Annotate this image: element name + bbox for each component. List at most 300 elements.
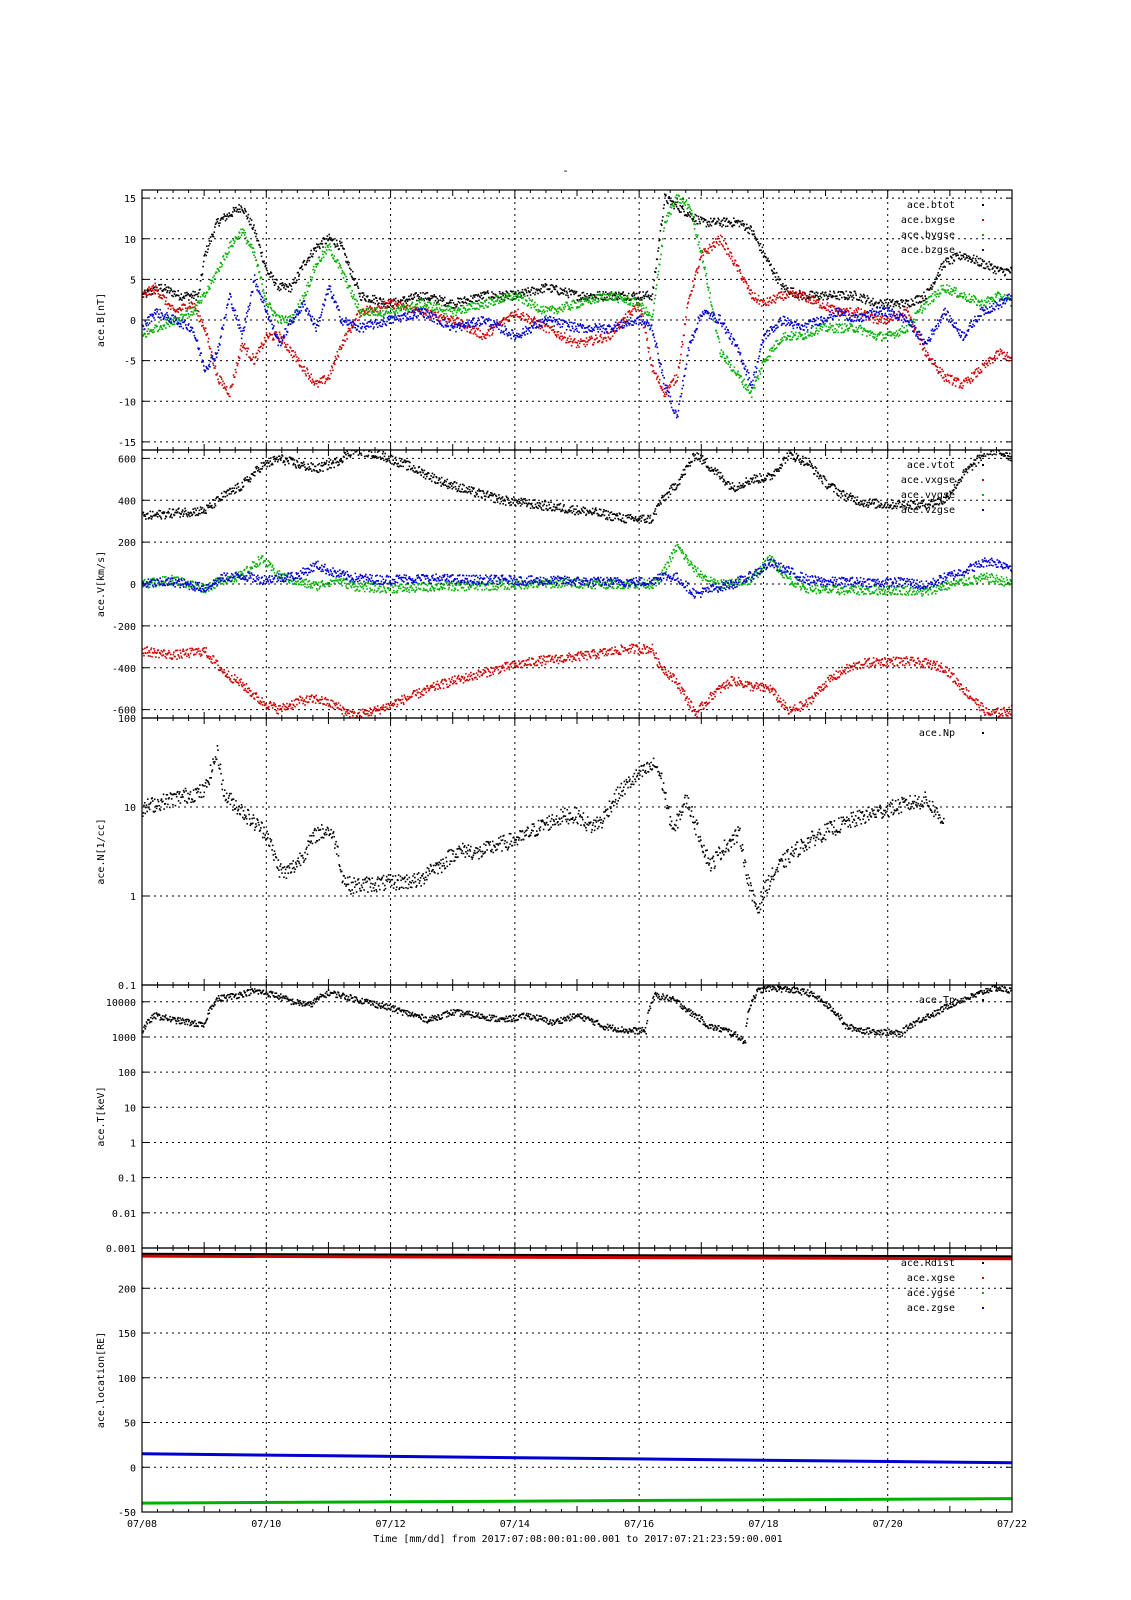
data-point <box>214 358 216 360</box>
data-point <box>472 297 474 299</box>
data-point <box>357 286 359 288</box>
data-point <box>570 341 572 343</box>
data-point <box>767 297 769 299</box>
data-point <box>409 299 411 301</box>
data-point <box>269 276 271 278</box>
data-point <box>680 202 682 204</box>
data-point <box>512 330 514 332</box>
data-point <box>164 319 166 321</box>
data-point <box>278 338 280 340</box>
data-point <box>835 331 837 333</box>
data-point <box>616 294 618 296</box>
data-point <box>525 326 527 328</box>
data-point <box>792 336 794 338</box>
data-point <box>818 296 820 298</box>
data-point <box>906 329 908 331</box>
data-point <box>891 335 893 337</box>
data-point <box>314 323 316 325</box>
data-point <box>448 325 450 327</box>
data-point <box>376 324 378 326</box>
data-point <box>936 277 938 279</box>
data-point <box>681 341 683 343</box>
data-point <box>982 259 984 261</box>
data-point <box>204 296 206 298</box>
data-point <box>964 294 966 296</box>
data-point <box>828 295 830 297</box>
data-point <box>745 281 747 283</box>
data-point <box>452 300 454 302</box>
data-point <box>165 314 167 316</box>
data-point <box>232 245 234 247</box>
data-point <box>311 279 313 281</box>
data-point <box>319 246 321 248</box>
data-point <box>278 345 280 347</box>
data-point <box>525 319 527 321</box>
data-point <box>518 299 520 301</box>
data-point <box>974 371 976 373</box>
data-point <box>372 295 374 297</box>
data-point <box>719 353 721 355</box>
data-point <box>915 319 917 321</box>
data-point <box>955 287 957 289</box>
data-point <box>990 363 992 365</box>
data-point <box>980 304 982 306</box>
data-point <box>921 312 923 314</box>
data-point <box>878 321 880 323</box>
data-point <box>446 321 448 323</box>
data-point <box>981 263 983 265</box>
data-point <box>908 311 910 313</box>
data-point <box>210 348 212 350</box>
data-point <box>234 241 236 243</box>
data-point <box>657 274 659 276</box>
data-point <box>650 295 652 297</box>
data-point <box>218 381 220 383</box>
data-point <box>592 301 594 303</box>
data-point <box>498 329 500 331</box>
data-point <box>440 299 442 301</box>
data-point <box>617 299 619 301</box>
data-point <box>371 301 373 303</box>
data-point <box>373 299 375 301</box>
data-point <box>504 326 506 328</box>
data-point <box>241 333 243 335</box>
data-point <box>194 306 196 308</box>
data-point <box>759 303 761 305</box>
data-point <box>332 298 334 300</box>
data-point <box>191 293 193 295</box>
data-point <box>262 297 264 299</box>
data-point <box>439 307 441 309</box>
data-point <box>409 305 411 307</box>
data-point <box>815 301 817 303</box>
data-point <box>340 264 342 266</box>
data-point <box>931 295 933 297</box>
data-point <box>414 311 416 313</box>
data-point <box>273 315 275 317</box>
data-point <box>782 294 784 296</box>
data-point <box>798 299 800 301</box>
data-point <box>340 267 342 269</box>
data-point <box>235 369 237 371</box>
data-point <box>358 303 360 305</box>
data-point <box>795 335 797 337</box>
data-point <box>755 379 757 381</box>
data-point <box>359 296 361 298</box>
data-point <box>478 300 480 302</box>
data-point <box>312 253 314 255</box>
data-point <box>476 308 478 310</box>
data-point <box>481 323 483 325</box>
data-point <box>943 261 945 263</box>
data-point <box>795 332 797 334</box>
data-point <box>819 307 821 309</box>
data-point <box>777 340 779 342</box>
data-point <box>534 323 536 325</box>
data-point <box>649 348 651 350</box>
data-point <box>599 335 601 337</box>
data-point <box>503 331 505 333</box>
data-point <box>723 240 725 242</box>
data-point <box>310 276 312 278</box>
data-point <box>349 320 351 322</box>
data-point <box>287 286 289 288</box>
data-point <box>640 304 642 306</box>
data-point <box>654 298 656 300</box>
data-point <box>689 295 691 297</box>
panel-data <box>142 193 1013 418</box>
data-point <box>932 358 934 360</box>
data-point <box>256 289 258 291</box>
data-point <box>245 321 247 323</box>
data-point <box>674 202 676 204</box>
data-point <box>274 284 276 286</box>
data-point <box>814 303 816 305</box>
data-point <box>564 291 566 293</box>
data-point <box>855 327 857 329</box>
data-point <box>642 303 644 305</box>
data-point <box>456 312 458 314</box>
data-point <box>377 327 379 329</box>
data-point <box>192 295 194 297</box>
data-point <box>338 356 340 358</box>
data-point <box>291 317 293 319</box>
data-point <box>995 273 997 275</box>
data-point <box>374 322 376 324</box>
data-point <box>320 260 322 262</box>
data-point <box>239 358 241 360</box>
data-point <box>433 318 435 320</box>
data-point <box>341 273 343 275</box>
data-point <box>989 269 991 271</box>
data-point <box>777 295 779 297</box>
data-point <box>488 318 490 320</box>
data-point <box>319 320 321 322</box>
data-point <box>256 259 258 261</box>
data-point <box>783 285 785 287</box>
data-point <box>677 201 679 203</box>
data-point <box>217 346 219 348</box>
data-point <box>435 312 437 314</box>
data-point <box>647 291 649 293</box>
data-point <box>260 246 262 248</box>
data-point <box>478 309 480 311</box>
data-point <box>440 323 442 325</box>
data-point <box>931 284 933 286</box>
data-point <box>305 375 307 377</box>
data-point <box>1001 350 1003 352</box>
data-point <box>190 295 192 297</box>
data-point <box>780 279 782 281</box>
data-point <box>894 337 896 339</box>
data-point <box>833 291 835 293</box>
data-point <box>875 303 877 305</box>
data-point <box>266 303 268 305</box>
data-point <box>184 292 186 294</box>
data-point <box>229 396 231 398</box>
data-point <box>897 301 899 303</box>
data-point <box>619 293 621 295</box>
data-point <box>924 300 926 302</box>
data-point <box>368 301 370 303</box>
data-point <box>513 296 515 298</box>
data-point <box>954 287 956 289</box>
data-point <box>489 319 491 321</box>
data-point <box>880 332 882 334</box>
data-point <box>765 361 767 363</box>
data-point <box>733 217 735 219</box>
data-point <box>302 269 304 271</box>
data-point <box>985 367 987 369</box>
data-point <box>411 312 413 314</box>
data-point <box>318 244 320 246</box>
data-point <box>498 296 500 298</box>
data-point <box>737 222 739 224</box>
data-point <box>901 301 903 303</box>
data-point <box>634 295 636 297</box>
data-point <box>698 266 700 268</box>
data-point <box>437 301 439 303</box>
data-point <box>630 300 632 302</box>
data-point <box>617 296 619 298</box>
data-point <box>207 333 209 335</box>
data-point <box>435 309 437 311</box>
data-point <box>947 375 949 377</box>
data-point <box>877 335 879 337</box>
data-point <box>773 350 775 352</box>
data-point <box>516 298 518 300</box>
data-point <box>949 285 951 287</box>
data-point <box>997 266 999 268</box>
data-point <box>207 341 209 343</box>
data-point <box>512 315 514 317</box>
data-point <box>488 330 490 332</box>
data-point <box>202 295 204 297</box>
data-point <box>453 302 455 304</box>
data-point <box>732 260 734 262</box>
data-point <box>807 331 809 333</box>
data-point <box>306 261 308 263</box>
data-point <box>978 367 980 369</box>
data-point <box>225 389 227 391</box>
data-point <box>293 321 295 323</box>
data-point <box>432 310 434 312</box>
data-point <box>540 306 542 308</box>
data-point <box>435 296 437 298</box>
data-point <box>510 295 512 297</box>
data-point <box>744 379 746 381</box>
data-point <box>466 327 468 329</box>
data-point <box>394 313 396 315</box>
data-point <box>729 255 731 257</box>
data-point <box>542 311 544 313</box>
data-point <box>154 289 156 291</box>
data-point <box>432 314 434 316</box>
data-point <box>263 302 265 304</box>
data-point <box>345 320 347 322</box>
data-point <box>952 263 954 265</box>
data-point <box>343 248 345 250</box>
data-point <box>199 300 201 302</box>
data-point <box>611 297 613 299</box>
data-point <box>149 322 151 324</box>
data-point <box>783 291 785 293</box>
data-point <box>801 293 803 295</box>
data-point <box>827 298 829 300</box>
data-point <box>346 334 348 336</box>
data-point <box>301 265 303 267</box>
data-point <box>221 266 223 268</box>
data-point <box>162 328 164 330</box>
data-point <box>586 301 588 303</box>
data-point <box>212 355 214 357</box>
data-point <box>855 293 857 295</box>
data-point <box>752 292 754 294</box>
data-point <box>265 341 267 343</box>
data-point <box>578 346 580 348</box>
data-point <box>419 311 421 313</box>
data-point <box>613 300 615 302</box>
data-point <box>685 316 687 318</box>
data-point <box>445 317 447 319</box>
data-point <box>543 330 545 332</box>
data-point <box>564 332 566 334</box>
data-point <box>866 300 868 302</box>
data-point <box>608 333 610 335</box>
data-point <box>821 293 823 295</box>
data-point <box>972 379 974 381</box>
data-point <box>288 291 290 293</box>
data-point <box>882 334 884 336</box>
data-point <box>144 328 146 330</box>
data-point <box>480 292 482 294</box>
data-point <box>295 354 297 356</box>
data-point <box>246 312 248 314</box>
data-point <box>321 258 323 260</box>
data-point <box>558 311 560 313</box>
data-point <box>666 215 668 217</box>
data-point <box>337 305 339 307</box>
data-point <box>750 392 752 394</box>
data-point <box>522 289 524 291</box>
data-point <box>992 362 994 364</box>
data-point <box>709 292 711 294</box>
data-point <box>499 291 501 293</box>
data-point <box>888 335 890 337</box>
data-point <box>438 300 440 302</box>
data-point <box>694 228 696 230</box>
data-point <box>704 269 706 271</box>
data-point <box>768 304 770 306</box>
data-point <box>315 266 317 268</box>
data-point <box>661 224 663 226</box>
data-point <box>893 332 895 334</box>
data-point <box>293 279 295 281</box>
data-point <box>177 311 179 313</box>
data-point <box>885 302 887 304</box>
data-point <box>435 314 437 316</box>
data-point <box>708 226 710 228</box>
data-point <box>331 365 333 367</box>
data-point <box>342 270 344 272</box>
data-point <box>850 307 852 309</box>
data-point <box>345 276 347 278</box>
data-point <box>992 267 994 269</box>
data-point <box>225 314 227 316</box>
data-point <box>468 299 470 301</box>
data-point <box>801 334 803 336</box>
data-point <box>987 362 989 364</box>
data-point <box>304 370 306 372</box>
data-point <box>706 252 708 254</box>
data-point <box>198 292 200 294</box>
data-point <box>954 260 956 262</box>
data-point <box>300 307 302 309</box>
data-point <box>923 307 925 309</box>
data-point <box>562 335 564 337</box>
data-point <box>187 318 189 320</box>
data-point <box>240 211 242 213</box>
data-point <box>429 312 431 314</box>
data-point <box>969 257 971 259</box>
data-point <box>703 254 705 256</box>
data-point <box>383 298 385 300</box>
data-point <box>829 329 831 331</box>
data-point <box>438 311 440 313</box>
data-point <box>557 334 559 336</box>
data-point <box>452 311 454 313</box>
data-point <box>225 215 227 217</box>
data-point <box>659 379 661 381</box>
data-point <box>355 303 357 305</box>
data-point <box>885 337 887 339</box>
data-point <box>980 258 982 260</box>
data-point <box>984 362 986 364</box>
data-point <box>521 296 523 298</box>
data-point <box>473 328 475 330</box>
data-point <box>231 214 233 216</box>
data-point <box>419 296 421 298</box>
data-point <box>673 206 675 208</box>
data-point <box>1006 354 1008 356</box>
data-point <box>899 303 901 305</box>
data-point <box>898 306 900 308</box>
data-point <box>161 327 163 329</box>
data-point <box>927 298 929 300</box>
data-point <box>153 314 155 316</box>
data-point <box>255 356 257 358</box>
data-point <box>322 309 324 311</box>
